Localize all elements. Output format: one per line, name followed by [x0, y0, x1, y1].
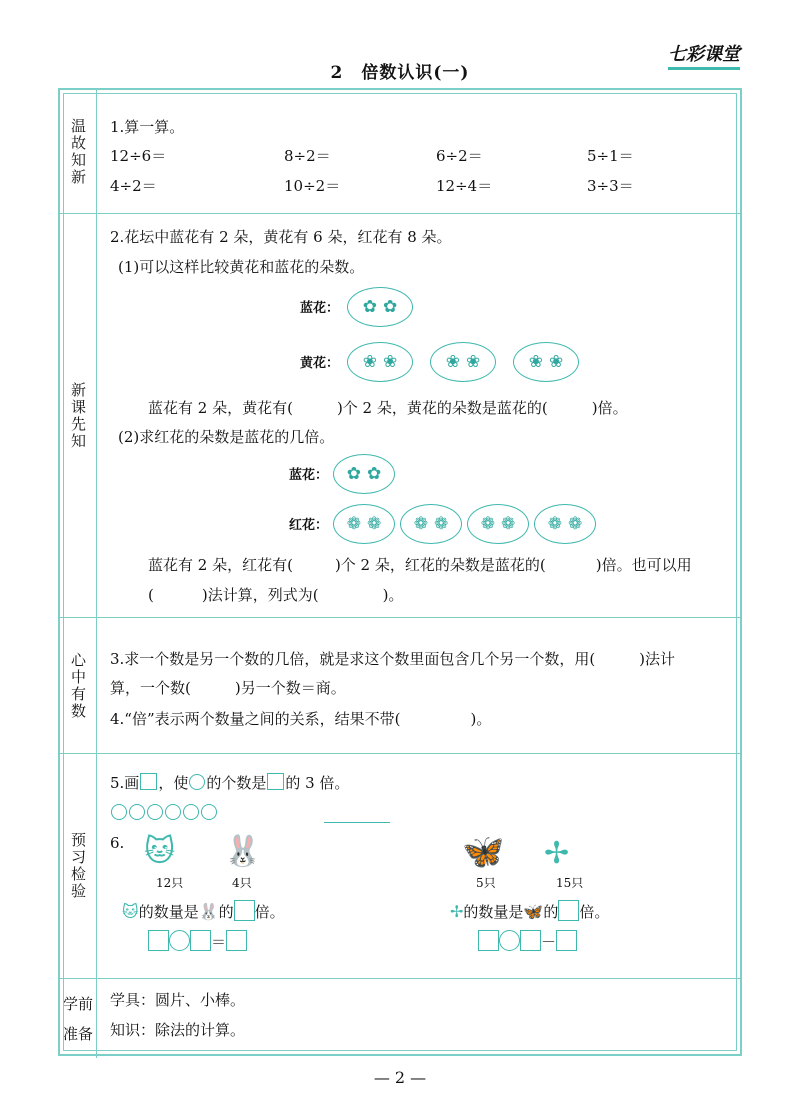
flower-icon: ❀: [445, 352, 460, 372]
worksheet: [58, 88, 742, 1056]
flower-icon: ❁: [480, 514, 495, 534]
operator-circle[interactable]: [169, 930, 190, 951]
flower-icon: ❁: [367, 514, 382, 534]
operator-circle[interactable]: [499, 930, 520, 951]
flower-group: [467, 504, 529, 544]
answer-box[interactable]: [556, 930, 577, 951]
section-review: [60, 90, 740, 214]
flower-group: [347, 342, 413, 382]
flower-icon: ✿: [383, 297, 398, 317]
sentence-3: ( )法计算，列式为( )。: [148, 586, 404, 604]
yellow-flower-label: 黄花：: [300, 356, 340, 371]
flower-icon: ❁: [501, 514, 516, 534]
section-summary: [60, 618, 740, 754]
flower-icon: ❁: [346, 514, 361, 534]
section-label: 心中有数: [60, 618, 97, 753]
square-icon: [267, 773, 284, 790]
rabbit-icon: 🐰: [198, 902, 219, 921]
circle-icon: [147, 804, 163, 820]
flower-group: [534, 504, 596, 544]
circle-icon: [111, 804, 127, 820]
sentence-2: 蓝花有 2 朵，红花有( )个 2 朵，红花的朵数是蓝花的( )倍。也可以用: [148, 556, 692, 574]
circle-icon: [165, 804, 181, 820]
square-icon: [140, 773, 157, 790]
cat-icon: 🐱: [122, 902, 139, 921]
circle-icon: [129, 804, 145, 820]
prep-tools: 学具：圆片、小棒。: [110, 991, 246, 1009]
section-label: 学前 准备: [60, 979, 97, 1058]
q6-right-equation: －: [478, 930, 577, 952]
q2-part2: (2)求红花的朵数是蓝花的几倍。: [118, 428, 335, 446]
butterfly-icon: 🦋: [462, 832, 505, 872]
q6-left-equation: ＝: [148, 930, 247, 952]
q6-number: 6.: [110, 834, 125, 852]
circle-icon: [201, 804, 217, 820]
flower-icon: ❀: [528, 352, 543, 372]
section-preview-check: [60, 754, 740, 979]
q1-title: 1.算一算。: [110, 118, 185, 136]
answer-line[interactable]: [324, 822, 390, 823]
q4-line: 4.“倍”表示两个数量之间的关系，结果不带( )。: [110, 710, 492, 728]
answer-box[interactable]: [234, 900, 255, 921]
calc-item: 10÷2＝: [284, 177, 341, 195]
dragonfly-icon: ✢: [544, 836, 570, 871]
flower-group: [333, 454, 395, 494]
butterfly-count: 5只: [476, 876, 496, 890]
flower-group: [400, 504, 462, 544]
section-label: 新课先知: [60, 214, 97, 617]
q6-left-sentence: 🐱的数量是🐰的 倍。: [122, 902, 285, 921]
flower-icon: ✿: [367, 464, 382, 484]
flower-icon: ❀: [549, 352, 564, 372]
calc-item: 5÷1＝: [587, 147, 634, 165]
flower-icon: ❁: [547, 514, 562, 534]
dragonfly-count: 15只: [556, 876, 584, 890]
flower-icon: ❀: [466, 352, 481, 372]
sentence-1: 蓝花有 2 朵，黄花有( )个 2 朵，黄花的朵数是蓝花的( )倍。: [148, 399, 628, 417]
rabbit-icon: 🐰: [224, 834, 262, 869]
blue-flower-label: 蓝花：: [289, 468, 329, 483]
calc-item: 12÷6＝: [110, 147, 167, 165]
calc-item: 12÷4＝: [436, 177, 493, 195]
q3-line2: 算，一个数( )另一个数＝商。: [110, 679, 346, 697]
answer-box[interactable]: [148, 930, 169, 951]
circle-row: [110, 804, 218, 822]
circle-icon: [189, 774, 205, 790]
butterfly-icon: 🦋: [523, 902, 544, 921]
answer-box[interactable]: [520, 930, 541, 951]
blue-flower-label: 蓝花：: [300, 301, 340, 316]
calc-item: 3÷3＝: [587, 177, 634, 195]
page-number: — 2 —: [373, 1068, 427, 1087]
page-title: 2 倍数认识(一): [330, 63, 470, 83]
q3-line1: 3.求一个数是另一个数的几倍，就是求这个数里面包含几个另一个数，用( )法计: [110, 650, 676, 668]
flower-icon: ❁: [434, 514, 449, 534]
section-label: 预习检验: [60, 754, 97, 978]
section-preparation: [60, 979, 740, 1058]
rabbit-count: 4只: [232, 876, 252, 890]
brand-logo: 七彩课堂: [668, 40, 740, 70]
calc-item: 8÷2＝: [284, 147, 331, 165]
prep-knowledge: 知识：除法的计算。: [110, 1021, 246, 1039]
flower-icon: ❁: [413, 514, 428, 534]
cat-count: 12只: [156, 876, 184, 890]
calc-item: 4÷2＝: [110, 177, 157, 195]
flower-group: [430, 342, 496, 382]
flower-icon: ❀: [383, 352, 398, 372]
dragonfly-icon: ✢: [450, 902, 464, 921]
red-flower-label: 红花：: [289, 518, 329, 533]
flower-group: [513, 342, 579, 382]
answer-box[interactable]: [226, 930, 247, 951]
q2-title: 2.花坛中蓝花有 2 朵，黄花有 6 朵，红花有 8 朵。: [110, 228, 452, 246]
section-new-lesson: [60, 214, 740, 618]
flower-group: [347, 287, 413, 327]
flower-icon: ✿: [346, 464, 361, 484]
circle-icon: [183, 804, 199, 820]
answer-box[interactable]: [190, 930, 211, 951]
flower-icon: ✿: [362, 297, 377, 317]
flower-icon: ❀: [362, 352, 377, 372]
answer-box[interactable]: [558, 900, 579, 921]
section-label: 温故知新: [60, 90, 97, 213]
flower-icon: ❁: [568, 514, 583, 534]
calc-item: 6÷2＝: [436, 147, 483, 165]
flower-group: [333, 504, 395, 544]
q2-part1: (1)可以这样比较黄花和蓝花的朵数。: [118, 258, 365, 276]
answer-box[interactable]: [478, 930, 499, 951]
cat-icon: 🐱: [144, 834, 176, 869]
q6-right-sentence: ✢的数量是🦋的 倍。: [450, 902, 610, 921]
q5-line: 5.画 ，使 的个数是 的 3 倍。: [110, 774, 350, 792]
